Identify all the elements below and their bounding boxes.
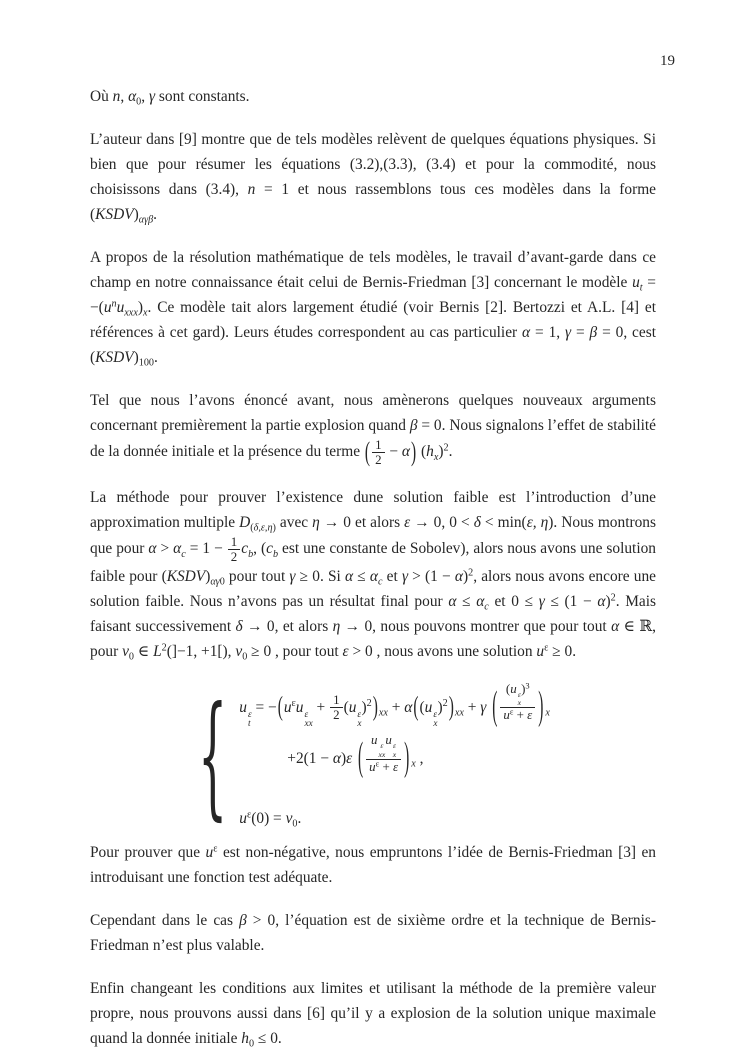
paragraph-non-negative-proof: Pour prouver que $u^\varepsilon$ est non-négative, nous empruntons l’idée de Bernis-Friedman [3] en introduisant une fonction test adéquate. — [90, 843, 656, 886]
paragraph-explosion-arguments: Tel que nous l’avons énoncé avant, nous amènerons quelques nouveaux arguments concernant premièrement la partie explosion quand β = 0. Nous signalons l’effet de stabilité de la donnée initiale et la présence du terme ( $\frac{1}{2}$ − α) $(h_x)^2$. — [90, 392, 657, 468]
paragraph-bernis-friedman: A propos de la résolution mathématique de tels modèles, le travail d’avant-garde dans ce champ en notre connaissance était celui de Bernis-Friedman [3] concernant le modèle $u_t = -(u^nu_{xxx})_x$. Ce modèle tait alors largement étudié (voir Bernis [2]. Bertozzi et A.L. [4] et références à cet gard). Leurs études correspondent au cas particulier α = 1, γ = β = 0, cest $(KSDV)_{100}$. — [90, 249, 656, 369]
paragraph-author-models: L’auteur dans [9] montre que de tels modèles relèvent de quelques équations physiques. Si bien que pour résumer les équations (3.2),(3.3), (3.4) et pour la commodité, nous choisissons dans (3.4), n = 1 et nous rassemblons tous ces modèles dans la forme $(KSDV)_{\alpha\gamma\beta}$. — [90, 131, 656, 226]
equation-system — [198, 676, 656, 834]
paragraph-weak-solution-method: La méthode pour prouver l’existence dune solution faible est l’introduction d’une approximation multiple $D_{(\delta,\varepsilon,\eta)}$ avec η → 0 et alors ε → 0, 0 < δ < min(ε, η). Nous montrons que pour $\alpha > \alpha_c = 1$ − $\frac{1}{2}$ $c_b$, ($c_b$ est une constante de Sobolev), alors nous avons une solution faible pour $(KSDV)_{\alpha\gamma 0}$ pour tout γ ≥ 0. Si $\alpha \le \alpha_c$ et $\gamma > (1 - \alpha)^2$, alors nous avons encore une solution faible. Nous n’avons pas un résultat final pour $\alpha \le \alpha_c$ et $0 \le \gamma \le (1 - \alpha)^2$. Mais faisant successivement δ → 0, et alors η → 0, nous pouvons montrer que pour tout α ∈ ℝ, pour $v_0$ ∈ $L^2(]-1$, +1[), $v_0 \ge 0$ , pour tout ε > 0 , nous avons une solution $u^\varepsilon \ge 0$. — [90, 488, 656, 663]
equation-line-3: $u^\varepsilon(0) = v_0$. — [239, 809, 302, 830]
left-brace-glyph: { — [198, 676, 228, 834]
page-content — [90, 84, 656, 1053]
equation-line-1: u ε t = $-(u^\varepsilon u$ ε xx + $\frac{1}{2}$ (u ε x )$^2)_{xx} + \alpha((u$ ε x )$^2)_{xx} + \gamma$ ( (u ε x )$^3$ $u^\varepsilon + \varepsilon$ ) $_x$ — [239, 680, 550, 729]
equation-line-2: +2(1 − α)ε ( u ε xx u ε x $u^\varepsilon + \varepsilon$ ) $_x$ , — [287, 732, 424, 781]
equation-lines — [239, 682, 550, 828]
paragraph-blow-up-result: Enfin changeant les conditions aux limites et utilisant la méthode de la première valeur propre, nous prouvons aussi dans [6] qu’il y a explosion de la solution unique maximale quand la donnée initiale $h_0 \le 0$. — [90, 979, 656, 1050]
paragraph-constants-note: Où n, $\alpha_0$, γ sont constants. — [90, 88, 250, 108]
paragraph-sixth-order-case: Cependant dans le cas β > 0, l’équation est de sixième ordre et la technique de Bernis-Friedman n’est plus valable. — [90, 911, 656, 954]
page-number: 19 — [660, 53, 675, 69]
